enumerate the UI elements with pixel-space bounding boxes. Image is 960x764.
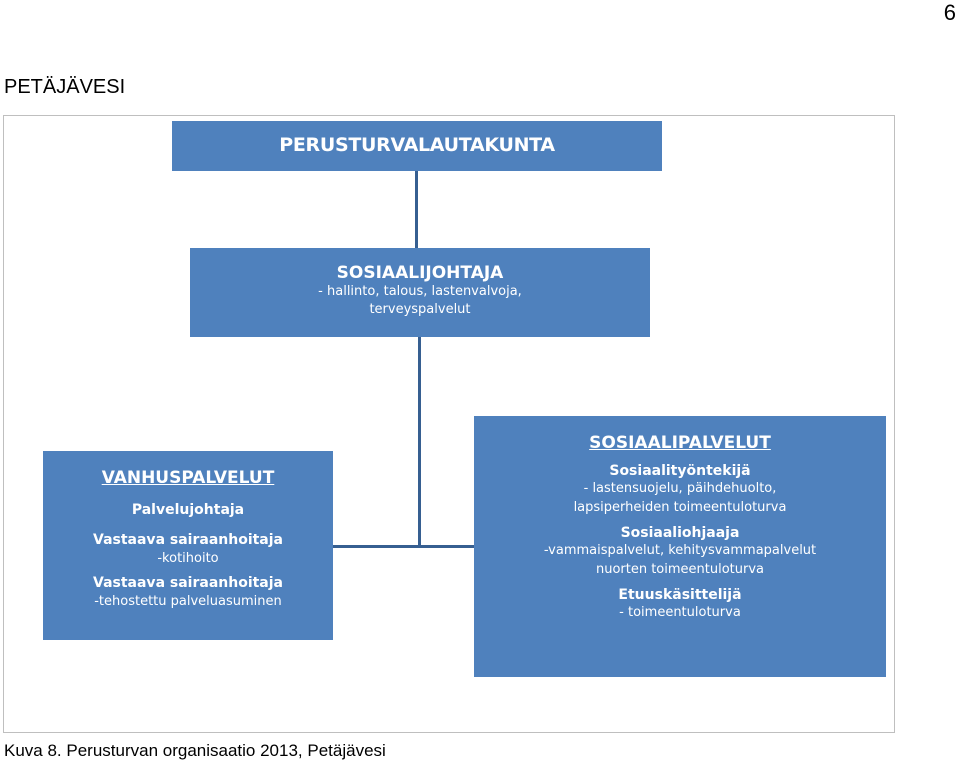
figure-caption: Kuva 8. Perusturvan organisaatio 2013, Petäjävesi bbox=[4, 741, 386, 760]
connector-branch-elderly bbox=[333, 545, 421, 548]
box-title: SOSIAALIJOHTAJA bbox=[336, 263, 504, 283]
role-line: -vammaispalvelut, kehitysvammapalvelut bbox=[543, 543, 817, 558]
sosiaalijohtaja-box bbox=[190, 248, 650, 337]
role-title: Vastaava sairaanhoitaja bbox=[93, 532, 283, 548]
connector-director-trunk bbox=[418, 337, 421, 548]
role-line: - lastensuojelu, päihdehuolto, bbox=[583, 481, 777, 496]
vanhuspalvelut-box bbox=[43, 451, 333, 640]
document-heading: PETÄJÄVESI bbox=[4, 76, 126, 98]
role-title: Vastaava sairaanhoitaja bbox=[93, 575, 283, 591]
role-line: lapsiperheiden toimeentuloturva bbox=[573, 500, 787, 515]
box-line: terveyspalvelut bbox=[369, 302, 471, 317]
page-number: 6 bbox=[943, 0, 956, 25]
role-detail: -kotihoito bbox=[157, 551, 219, 566]
box-line: - hallinto, talous, lastenvalvoja, bbox=[318, 284, 522, 299]
role-line: - toimeentuloturva bbox=[619, 605, 741, 620]
role-line: nuorten toimeentuloturva bbox=[595, 562, 765, 577]
box-title: SOSIAALIPALVELUT bbox=[589, 433, 771, 453]
role-detail: -tehostettu palveluasuminen bbox=[94, 594, 282, 609]
sosiaalipalvelut-box bbox=[474, 416, 886, 677]
connector-top-to-director bbox=[415, 171, 418, 248]
role-title: Sosiaaliohjaaja bbox=[620, 525, 740, 541]
role-title: Etuuskäsittelijä bbox=[618, 587, 742, 603]
box-title: VANHUSPALVELUT bbox=[101, 468, 275, 488]
role-title: Sosiaalityöntekijä bbox=[609, 463, 751, 479]
role-title: Palvelujohtaja bbox=[131, 502, 245, 518]
perusturvalautakunta-box bbox=[172, 121, 662, 171]
connector-branch-social bbox=[418, 545, 474, 548]
box-title: PERUSTURVALAUTAKUNTA bbox=[279, 134, 555, 156]
